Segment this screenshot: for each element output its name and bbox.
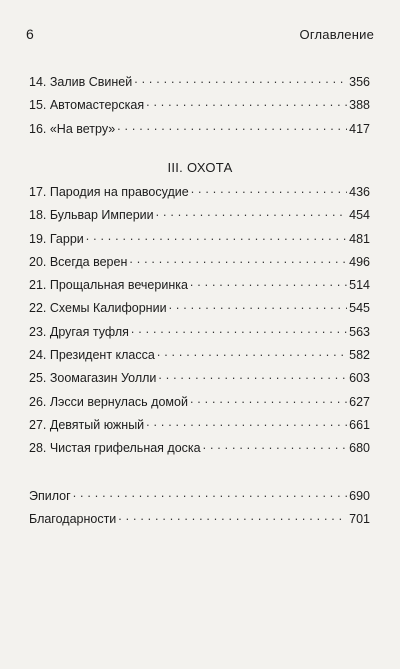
toc-group-part-2-end (29, 74, 370, 144)
toc-entry-title: 15. Автомастерская (29, 98, 145, 113)
toc-leader-dots (156, 207, 347, 219)
toc-entry-title: 20. Всегда верен (29, 254, 128, 269)
toc-entry-page: 545 (349, 301, 370, 316)
toc-entry-title: Благодарности (29, 512, 117, 527)
toc-entry-title: 28. Чистая грифельная доска (29, 441, 201, 456)
toc-leader-dots (134, 74, 347, 86)
toc-entry-page: 388 (349, 98, 370, 113)
toc-entry-page: 690 (349, 489, 370, 503)
toc-entry (29, 97, 370, 120)
toc-entry (29, 440, 370, 463)
toc-leader-dots (129, 254, 347, 266)
toc-leader-dots (117, 121, 347, 133)
toc-leader-dots (203, 440, 348, 452)
toc-entry (29, 184, 370, 207)
toc-entry-title: 27. Девятый южный (29, 417, 145, 432)
toc-entry-title: 16. «На ветру» (29, 121, 116, 136)
toc-leader-dots (190, 394, 347, 406)
toc-group-back-matter (29, 488, 370, 535)
toc-entry-title: 21. Прощальная вечеринка (29, 278, 188, 293)
toc-leader-dots (73, 488, 347, 500)
toc-entry (29, 74, 370, 97)
toc-entry-page: 481 (349, 231, 370, 246)
toc-entry-title: 18. Бульвар Империи (29, 208, 154, 223)
toc-entry-page: 680 (349, 441, 370, 456)
toc-leader-dots (146, 417, 347, 429)
toc-leader-dots (146, 97, 347, 109)
toc-entry (29, 511, 370, 534)
toc-entry-page: 514 (349, 278, 370, 293)
toc-entry-page: 356 (349, 75, 370, 89)
toc-entry-title: 24. Президент класса (29, 348, 155, 363)
toc-entry (29, 207, 370, 230)
page-number: 6 (26, 26, 34, 42)
toc-entry-title: 23. Другая туфля (29, 324, 129, 339)
toc-entry (29, 394, 370, 417)
toc-entry-title: Эпилог (29, 489, 71, 503)
toc-leader-dots (169, 300, 348, 312)
toc-leader-dots (190, 277, 347, 289)
toc-entry-title: 25. Зоомагазин Уолли (29, 371, 157, 386)
toc-entry-title: 26. Лэсси вернулась домой (29, 394, 188, 409)
toc-entry-page: 582 (349, 348, 370, 363)
toc-entry (29, 254, 370, 277)
toc-leader-dots (131, 324, 347, 336)
toc-entry-title: 19. Гарри (29, 231, 84, 246)
section-heading: III. ОХОТА (167, 160, 233, 175)
toc-entry-title: 22. Схемы Калифорнии (29, 301, 167, 316)
toc-entry (29, 347, 370, 370)
toc-entry-page: 496 (349, 254, 370, 269)
toc-entry-page: 627 (349, 394, 370, 409)
toc-entry-page: 661 (349, 417, 370, 432)
toc-entry-page: 603 (349, 371, 370, 386)
toc-leader-dots (157, 347, 347, 359)
toc-entry (29, 300, 370, 323)
toc-entry-page: 436 (349, 185, 370, 199)
toc-entry-page: 417 (349, 121, 370, 136)
toc-entry (29, 277, 370, 300)
toc-entry (29, 324, 370, 347)
toc-leader-dots (86, 231, 347, 243)
toc-entry (29, 370, 370, 393)
running-title: Оглавление (299, 27, 374, 42)
toc-entry (29, 488, 370, 511)
toc-entry (29, 231, 370, 254)
toc-leader-dots (191, 184, 347, 196)
toc-entry-page: 563 (349, 324, 370, 339)
toc-entry-page: 701 (349, 512, 370, 527)
toc-entry-title: 17. Пародия на правосудие (29, 185, 189, 199)
toc-leader-dots (158, 370, 347, 382)
toc-leader-dots (118, 511, 347, 523)
toc-entry-title: 14. Залив Свиней (29, 75, 133, 89)
toc-group-part-3 (29, 184, 370, 464)
toc-entry (29, 417, 370, 440)
toc-entry (29, 121, 370, 144)
toc-entry-page: 454 (349, 208, 370, 223)
page-header (26, 26, 374, 48)
